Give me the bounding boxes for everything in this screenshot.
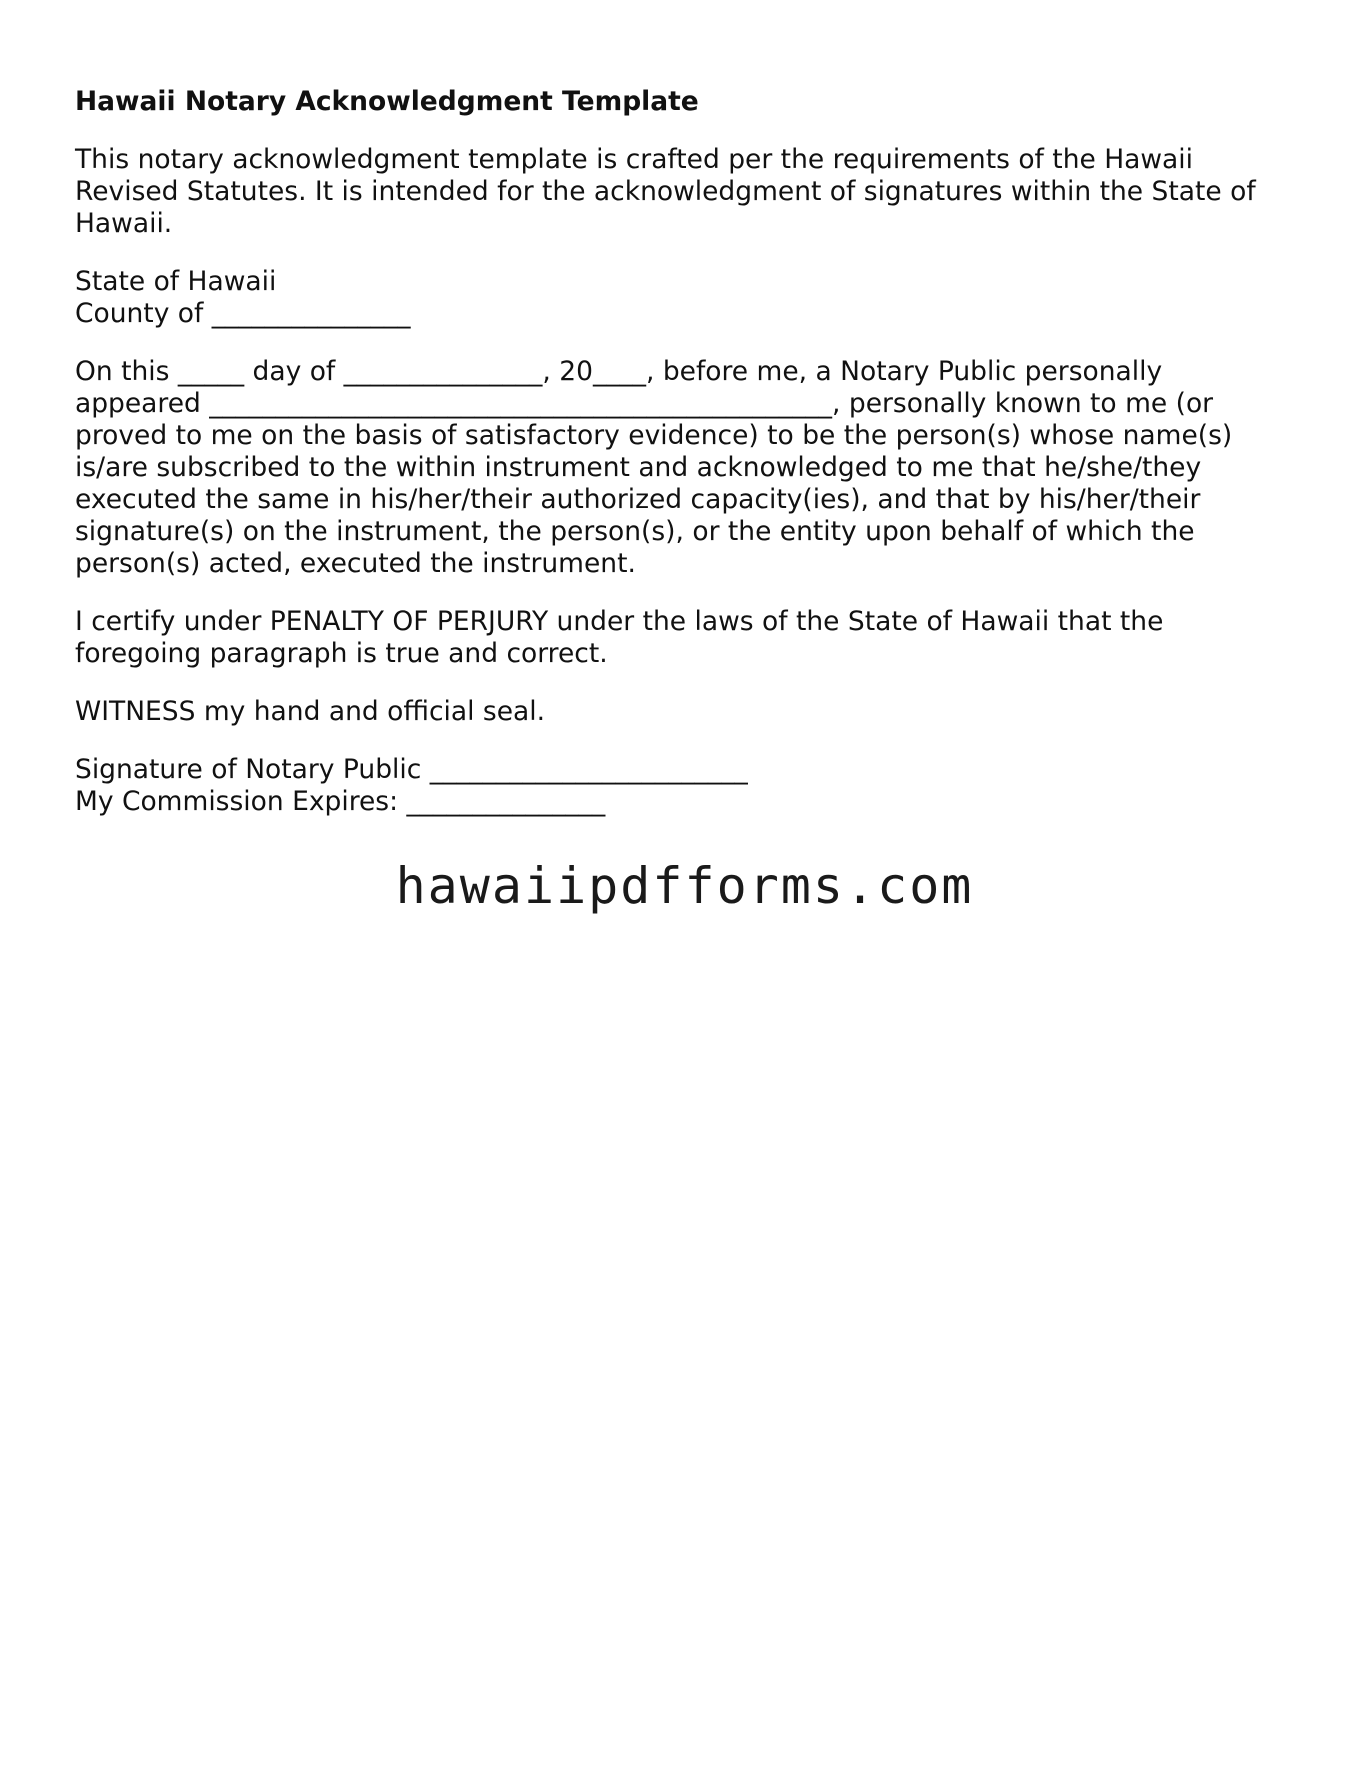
acknowledgment-line: person(s) acted, executed the instrument.	[75, 548, 636, 579]
county-line: County of _______________	[75, 298, 411, 329]
witness-line: WITNESS my hand and official seal.	[75, 696, 546, 727]
acknowledgment-line: proved to me on the basis of satisfactory evidence) to be the person(s) whose name(s)	[75, 420, 1233, 451]
signature-block	[75, 754, 1295, 818]
document-title: Hawaii Notary Acknowledgment Template	[75, 86, 699, 117]
acknowledgment-line: signature(s) on the instrument, the person(s), or the entity upon behalf of which the	[75, 516, 1195, 547]
acknowledgment-paragraph	[75, 356, 1295, 580]
notary-signature-line: Signature of Notary Public ________________________	[75, 754, 748, 785]
certification-line: foregoing paragraph is true and correct.	[75, 638, 608, 669]
state-line: State of Hawaii	[75, 266, 277, 297]
certification-paragraph	[75, 606, 1295, 670]
commission-expires-line: My Commission Expires: _______________	[75, 786, 606, 817]
intro-paragraph: This notary acknowledgment template is crafted per the requirements of the Hawaii Revised Statutes. It is intended for the acknowledgment of signatures within the State of Hawaii.	[75, 144, 1256, 239]
venue-block	[75, 266, 1295, 330]
acknowledgment-line: executed the same in his/her/their authorized capacity(ies), and that by his/her/their	[75, 484, 1201, 515]
acknowledgment-line: appeared _______________________________________________, personally known to me (or	[75, 388, 1214, 419]
document-body	[75, 86, 1295, 844]
site-watermark: hawaiipdfforms.com	[395, 857, 974, 915]
acknowledgment-line: On this _____ day of _______________, 20____, before me, a Notary Public personally	[75, 356, 1163, 387]
acknowledgment-line: is/are subscribed to the within instrument and acknowledged to me that he/she/they	[75, 452, 1202, 483]
certification-line: I certify under PENALTY OF PERJURY under the laws of the State of Hawaii that the	[75, 606, 1164, 637]
